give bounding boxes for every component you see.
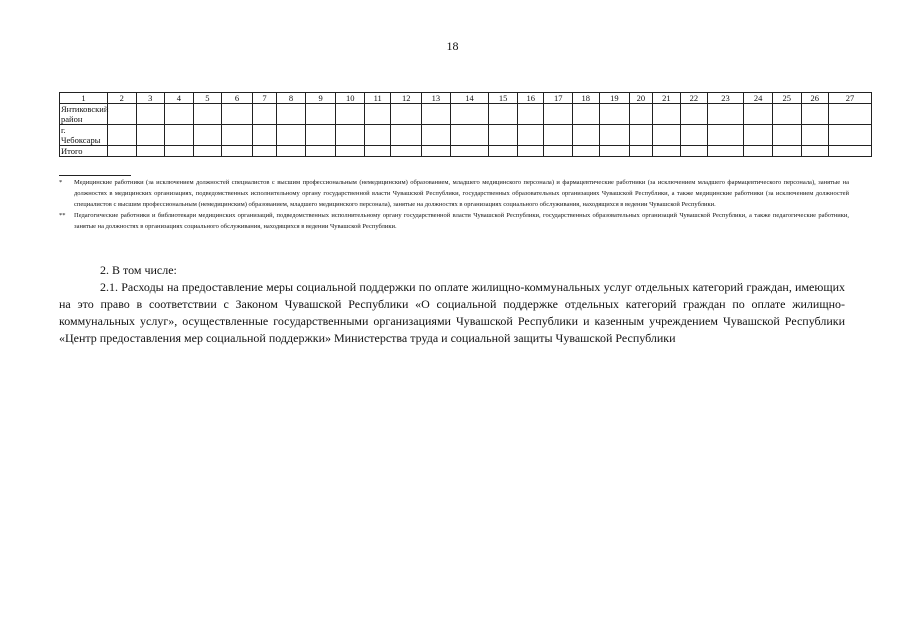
table-cell bbox=[544, 125, 573, 146]
table-cell bbox=[573, 146, 600, 157]
table-row bbox=[60, 146, 872, 157]
table-cell bbox=[252, 125, 276, 146]
footnote-2 bbox=[59, 210, 849, 232]
table-cell bbox=[630, 125, 652, 146]
table-cell bbox=[652, 104, 681, 125]
header-cell: 11 bbox=[364, 93, 391, 104]
table-cell bbox=[707, 146, 744, 157]
table-cell bbox=[336, 125, 365, 146]
table-cell bbox=[165, 146, 194, 157]
table-cell bbox=[829, 104, 872, 125]
table-cell bbox=[450, 125, 489, 146]
paragraph-body: 2.1. Расходы на предоставление меры социальной поддержки по оплате жилищно-коммунальных услуг отдельных категорий граждан, имеющих на это право в соответствии с Законом Чувашской Республики «О социальной поддержке отдельных категорий граждан по оплате жилищно-коммунальных услуг», осуществленные государственными организациями Чувашской Республики и казенным учреждением Чувашской Республики «Центр предоставления мер социальной поддержки» Министерства труда и социальной защиты Чувашской Республики bbox=[59, 280, 845, 345]
header-cell: 21 bbox=[652, 93, 681, 104]
table-cell bbox=[450, 146, 489, 157]
header-cell: 15 bbox=[489, 93, 518, 104]
table-cell bbox=[136, 125, 165, 146]
table-cell bbox=[305, 104, 336, 125]
header-cell: 4 bbox=[165, 93, 194, 104]
footnote-mark: ** bbox=[59, 212, 66, 219]
table-cell bbox=[599, 104, 630, 125]
header-cell: 5 bbox=[193, 93, 222, 104]
table-cell bbox=[391, 104, 422, 125]
table-cell bbox=[391, 125, 422, 146]
table-cell bbox=[652, 146, 681, 157]
header-cell: 22 bbox=[681, 93, 708, 104]
table-cell bbox=[489, 125, 518, 146]
table-cell bbox=[744, 125, 773, 146]
header-cell: 19 bbox=[599, 93, 630, 104]
table-cell bbox=[744, 104, 773, 125]
table-cell bbox=[364, 104, 391, 125]
table-cell bbox=[107, 104, 136, 125]
table-cell bbox=[277, 146, 306, 157]
footnote-text: Педагогические работники и библиотекари медицинских организаций, подведомственных исполнительному органу государственной власти Чувашской Республики, государственных образовательных организаций Чувашской Республики, а также педагогические работники, занятые на должностях в организациях социального обслуживания, находящихся в ведении Чувашской Республики. bbox=[74, 212, 849, 230]
header-cell: 12 bbox=[391, 93, 422, 104]
table-cell bbox=[801, 104, 829, 125]
table-cell bbox=[305, 146, 336, 157]
table-cell bbox=[681, 104, 708, 125]
header-cell: 24 bbox=[744, 93, 773, 104]
table-cell bbox=[136, 146, 165, 157]
header-cell: 18 bbox=[573, 93, 600, 104]
table-cell bbox=[165, 104, 194, 125]
table-cell bbox=[599, 146, 630, 157]
table-cell bbox=[193, 146, 222, 157]
table-cell bbox=[681, 146, 708, 157]
table-cell bbox=[772, 146, 801, 157]
header-cell: 14 bbox=[450, 93, 489, 104]
table-cell bbox=[801, 125, 829, 146]
header-cell: 25 bbox=[772, 93, 801, 104]
header-cell: 20 bbox=[630, 93, 652, 104]
table-cell bbox=[222, 104, 253, 125]
table-row bbox=[60, 104, 872, 125]
table-cell bbox=[252, 104, 276, 125]
paragraph-heading: 2. В том числе: bbox=[100, 263, 177, 277]
header-cell: 3 bbox=[136, 93, 165, 104]
header-cell: 6 bbox=[222, 93, 253, 104]
header-cell: 23 bbox=[707, 93, 744, 104]
body-text bbox=[59, 262, 845, 347]
table-cell bbox=[599, 125, 630, 146]
table-body bbox=[60, 93, 872, 157]
header-cell: 7 bbox=[252, 93, 276, 104]
table-cell bbox=[489, 104, 518, 125]
table-cell bbox=[336, 104, 365, 125]
table-cell bbox=[544, 104, 573, 125]
header-cell: 8 bbox=[277, 93, 306, 104]
footnote-mark: * bbox=[59, 179, 63, 186]
header-cell: 27 bbox=[829, 93, 872, 104]
table-cell bbox=[277, 104, 306, 125]
table-cell bbox=[107, 146, 136, 157]
table-cell bbox=[450, 104, 489, 125]
table-cell bbox=[801, 146, 829, 157]
data-table bbox=[59, 92, 872, 157]
table-cell bbox=[422, 146, 451, 157]
table-cell bbox=[630, 104, 652, 125]
table-cell bbox=[364, 125, 391, 146]
table-cell bbox=[707, 104, 744, 125]
table-cell bbox=[252, 146, 276, 157]
footnote-text: Медицинские работники (за исключением должностей специалистов с высшим профессиональным (немедицинским) образованием, младшего медицинского персонала) и фармацевтические работники (за исключением младшего фармацевтического персонала), занятые на должностях в медицинских организациях, подведомственных исполнительному органу государственной власти Чувашской Республики, государственных образовательных организациях Чувашской Республики, а также медицинские работники (за исключением должностей специалистов с высшим профессиональным (немедицинским) образованием, младшего медицинского персонала), занятые на должностях в организациях социального обслуживания, находящихся в ведении Чувашской Республики. bbox=[74, 179, 849, 208]
table-cell bbox=[193, 125, 222, 146]
table-cell bbox=[222, 125, 253, 146]
table-cell bbox=[829, 125, 872, 146]
header-cell: 17 bbox=[544, 93, 573, 104]
table-cell bbox=[630, 146, 652, 157]
row-name: Янтиковский район bbox=[61, 104, 109, 124]
header-cell: 2 bbox=[107, 93, 136, 104]
header-cell: 13 bbox=[422, 93, 451, 104]
table-cell bbox=[422, 125, 451, 146]
table-cell bbox=[544, 146, 573, 157]
table-cell bbox=[422, 104, 451, 125]
table-cell bbox=[517, 125, 544, 146]
footnote-1 bbox=[59, 177, 849, 210]
table-cell bbox=[707, 125, 744, 146]
footnote-separator bbox=[59, 175, 131, 176]
header-cell: 1 bbox=[60, 93, 108, 104]
table-cell bbox=[305, 125, 336, 146]
table-cell bbox=[193, 104, 222, 125]
table-row bbox=[60, 125, 872, 146]
table-cell bbox=[222, 146, 253, 157]
table-cell bbox=[772, 104, 801, 125]
table-cell bbox=[829, 146, 872, 157]
table-cell bbox=[652, 125, 681, 146]
table-cell bbox=[744, 146, 773, 157]
table-cell bbox=[517, 146, 544, 157]
table-cell bbox=[107, 125, 136, 146]
header-cell: 10 bbox=[336, 93, 365, 104]
footnotes bbox=[59, 177, 849, 232]
table-cell bbox=[772, 125, 801, 146]
table-cell bbox=[517, 104, 544, 125]
table-cell bbox=[277, 125, 306, 146]
row-name: г. Чебоксары bbox=[60, 125, 108, 146]
header-cell: 26 bbox=[801, 93, 829, 104]
page-number: 18 bbox=[446, 39, 459, 53]
header-cell: 16 bbox=[517, 93, 544, 104]
row-name: Итого bbox=[60, 146, 108, 157]
header-cell: 9 bbox=[305, 93, 336, 104]
table-header-row bbox=[60, 93, 872, 104]
table-cell bbox=[136, 104, 165, 125]
table-cell bbox=[573, 125, 600, 146]
table-cell bbox=[573, 104, 600, 125]
table-cell bbox=[165, 125, 194, 146]
table-cell bbox=[489, 146, 518, 157]
table-cell bbox=[391, 146, 422, 157]
table-cell bbox=[681, 125, 708, 146]
table-cell bbox=[336, 146, 365, 157]
table-cell bbox=[364, 146, 391, 157]
